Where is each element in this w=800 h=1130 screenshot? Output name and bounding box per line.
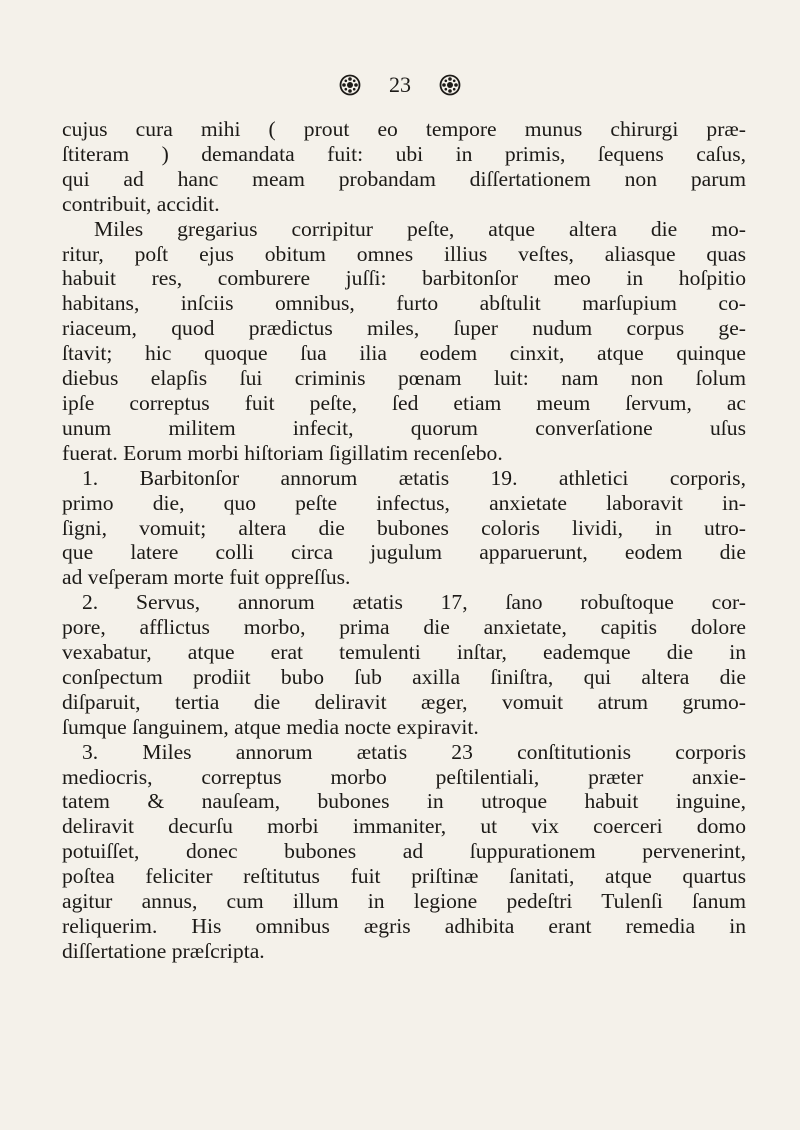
text-line: diſſertatione præſcripta. [62,938,265,963]
paragraph-1 [62,117,746,217]
text-line: conſpectum prodiit bubo ſub axilla ſiniſtra, qui altera die [62,664,746,689]
text-line: 2. Servus, annorum ætatis 17, ſano robuſtoque cor- [82,590,746,615]
text-line: ritur, poſt ejus obitum omnes illius veſtes, aliasque quas [62,241,746,266]
text-line: ad veſperam morte fuit oppreſſus. [62,565,351,590]
text-line: habitans, inſciis omnibus, furto abſtulit marſupium co- [62,291,746,316]
text-line: reliquerim. His omnibus ægris adhibita erant remedia in [62,914,746,938]
text-line: tatem & nauſeam, bubones in utroque habuit inguine, [62,789,746,814]
text-line: mediocris, correptus morbo peſtilentiali, præter anxie- [62,764,746,789]
text-line: potuiſſet, donec bubones ad ſuppurationem pervenerint, [62,839,746,864]
text-line: ſtavit; hic quoque ſua ilia eodem cinxit, atque quinque [62,341,746,366]
text-line: contribuit, accidit. [62,191,220,216]
text-line: que latere colli circa jugulum apparuerunt, eodem die [62,540,746,565]
text-line: unum militem infecit, quorum converſatione uſus [62,415,746,440]
text-line: ſigni, vomuit; altera die bubones coloris lividi, in utro- [62,515,746,540]
text-line: agitur annus, cum illum in legione pedeſtri Tulenſi ſanum [62,889,746,914]
text-line: primo die, quo peſte infectus, anxietate laboravit in- [62,490,746,515]
text-line: ſtiteram ) demandata fuit: ubi in primis, ſequens caſus, [62,141,746,166]
paragraph-case-3 [62,740,746,964]
text-line: 1. Barbitonſor annorum ætatis 19. athletici corporis, [82,465,746,490]
page-header [0,72,800,98]
paragraph-2 [62,217,746,466]
text-line: ſumque ſanguinem, atque media nocte expiravit. [62,714,479,739]
paragraph-case-1 [62,466,746,591]
text-line: 3. Miles annorum ætatis 23 conſtitutionis corporis [82,739,746,764]
text-line: pore, afflictus morbo, prima die anxietate, capitis dolore [62,615,746,640]
text-line: poſtea feliciter reſtitutus fuit priſtinæ ſanitati, atque quartus [62,864,746,889]
text-line: ipſe correptus fuit peſte, ſed etiam meum ſervum, ac [62,390,746,415]
paragraph-case-2 [62,590,746,739]
body-text [62,117,746,964]
text-line: fuerat. Eorum morbi hiſtoriam ſigillatim recenſebo. [62,440,503,465]
text-line: cujus cura mihi ( prout eo tempore munus chirurgi præ- [62,117,746,141]
floral-ornament-icon [439,74,461,96]
text-line: vexabatur, atque erat temulenti inſtar, eademque die in [62,640,746,665]
page-number: 23 [389,72,411,97]
text-line: diebus elapſis ſui criminis pœnam luit: nam non ſolum [62,366,746,391]
text-line: diſparuit, tertia die deliravit æger, vomuit atrum grumo- [62,689,746,714]
floral-ornament-icon [339,74,361,96]
text-line: deliravit decurſu morbi immaniter, ut vix coerceri domo [62,814,746,839]
text-line: habuit res, comburere juſſi: barbitonſor meo in hoſpitio [62,266,746,291]
text-line: Miles gregarius corripitur peſte, atque altera die mo- [94,216,746,241]
text-line: qui ad hanc meam probandam diſſertationem non parum [62,166,746,191]
text-line: riaceum, quod prædictus miles, ſuper nudum corpus ge- [62,316,746,341]
